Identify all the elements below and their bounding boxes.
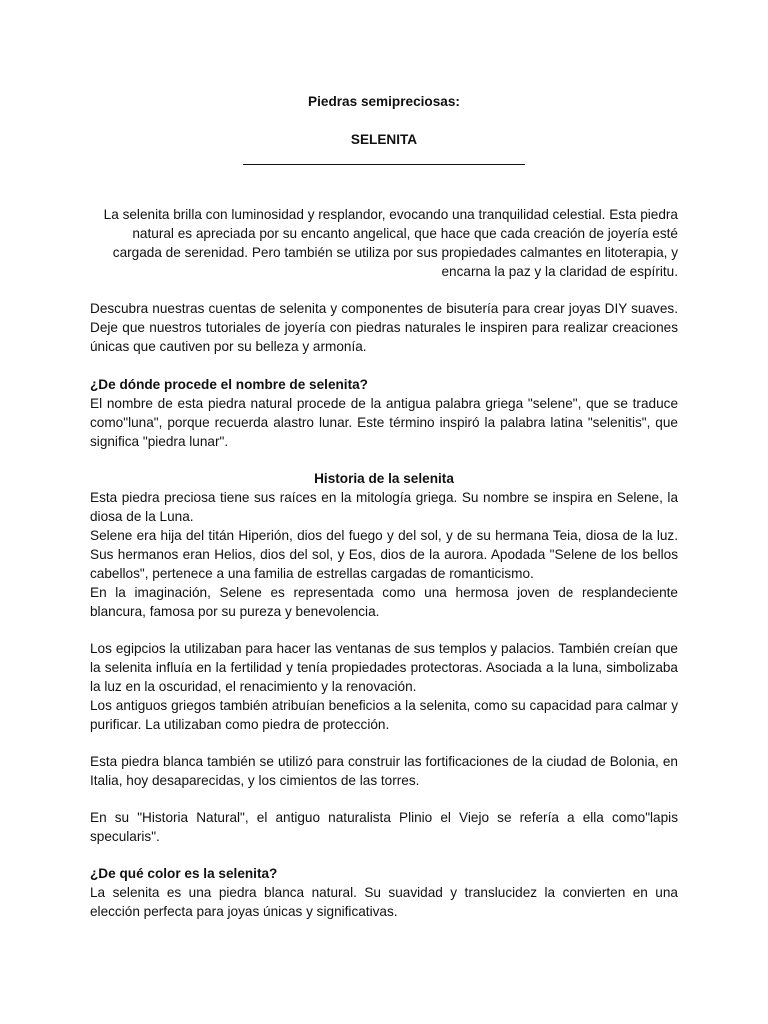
historia-paragraph-3: En la imaginación, Selene es representada como una hermosa joven de resplandeciente blancura, famosa por su pureza y benevolencia. xyxy=(90,585,678,619)
griegos-paragraph: Los antiguos griegos también atribuían beneficios a la selenita, como su capacidad para calmar y purificar. La utilizaban como piedra de protección. xyxy=(90,698,678,732)
intro-paragraph: La selenita brilla con luminosidad y resplandor, evocando una tranquilidad celestial. Esta piedra natural es apreciada por su encanto angelical, que hace que cada creación de joyería esté cargada de serenidad. Pero también se utiliza por sus propiedades calmantes en litoterapia, y encarna la paz y la claridad de espíritu. xyxy=(103,207,678,279)
plinio-paragraph: En su "Historia Natural", el antiguo naturalista Plinio el Viejo se refería a ella como"lapis specularis". xyxy=(90,810,678,844)
historia-heading: Historia de la selenita xyxy=(314,471,454,486)
bolonia-paragraph: Esta piedra blanca también se utilizó para construir las fortificaciones de la ciudad de Bolonia, en Italia, hoy desaparecidas, y los cimientos de las torres. xyxy=(90,754,678,788)
document-title: Piedras semipreciosas: xyxy=(308,94,460,109)
egipcios-paragraph: Los egipcios la utilizaban para hacer las ventanas de sus templos y palacios. También creían que la selenita influía en la fertilidad y tenía propiedades protectoras. Asociada a la luna, simbolizaba la luz en la oscuridad, el renacimiento y la renovación. xyxy=(90,641,678,694)
color-heading: ¿De qué color es la selenita? xyxy=(90,866,278,881)
historia-paragraph-2: Selene era hija del titán Hiperión, dios del fuego y del sol, y de su hermana Teia, diosa de la luz. Sus hermanos eran Helios, dios del sol, y Eos, dios de la aurora. Apodada "Selene de los bellos cabellos", pertenece a una familia de estrellas cargadas de romanticismo. xyxy=(90,528,678,581)
nombre-heading: ¿De dónde procede el nombre de selenita? xyxy=(90,377,368,392)
nombre-paragraph: El nombre de esta piedra natural procede de la antigua palabra griega "selene", que se traduce como"luna", porque recuerda alastro lunar. Este término inspiró la palabra latina "selenitis", que significa "piedra lunar". xyxy=(90,396,678,449)
color-paragraph: La selenita es una piedra blanca natural. Su suavidad y translucidez la convierten en una elección perfecta para joyas únicas y significativas. xyxy=(90,885,678,919)
historia-paragraph-1: Esta piedra preciosa tiene sus raíces en la mitología griega. Su nombre se inspira en Selene, la diosa de la Luna. xyxy=(90,490,678,524)
cuentas-paragraph: Descubra nuestras cuentas de selenita y componentes de bisutería para crear joyas DIY suaves. Deje que nuestros tutoriales de joyería con piedras naturales le inspiren para realizar creaciones únicas que cautiven por su belleza y armonía. xyxy=(90,301,678,354)
document-subtitle: SELENITA xyxy=(350,132,418,147)
title-underline xyxy=(243,164,525,165)
